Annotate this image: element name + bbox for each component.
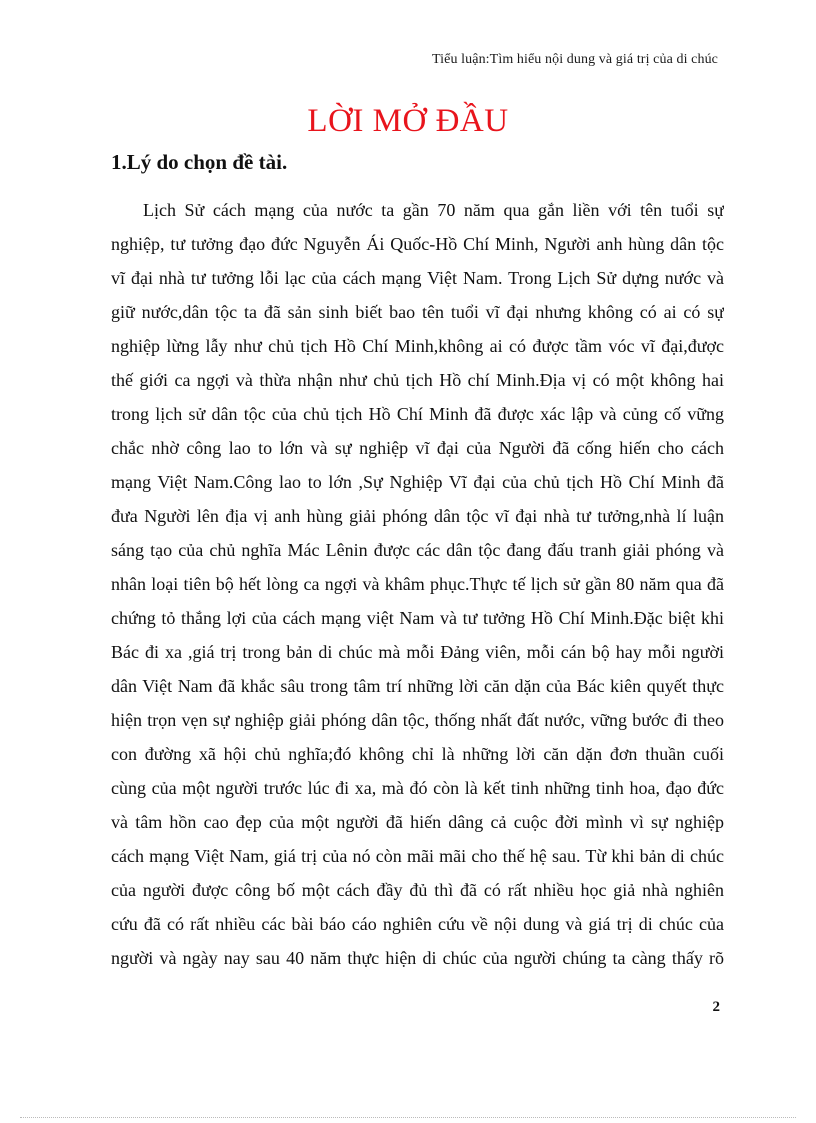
body-paragraph xyxy=(111,195,724,977)
paragraph-line: của người được công bố một cách đầy đủ thì đã có rất nhiều học giả nhà nghiên xyxy=(111,880,724,900)
paragraph-line: cứu đã có rất nhiều các bài báo cáo nghiên cứu về nội dung và giá trị di chúc của xyxy=(111,914,724,934)
paragraph-line: con đường xã hội chủ nghĩa;đó không chỉ là những lời căn dặn đơn thuần cuối xyxy=(111,744,724,764)
paragraph-line: giữ nước,dân tộc ta đã sản sinh biết bao tên tuổi vĩ đại nhưng không có ai có sự xyxy=(111,302,724,322)
running-header: Tiểu luận:Tìm hiểu nội dung và giá trị của di chúc xyxy=(432,52,718,67)
paragraph-line: vĩ đại nhà tư tưởng lỗi lạc của cách mạng Việt Nam. Trong Lịch Sử dựng nước và xyxy=(111,268,724,288)
paragraph-line: mạng Việt Nam.Công lao to lớn ,Sự Nghiệp Vĩ đại của chủ tịch Hồ Chí Minh đã xyxy=(111,472,724,492)
paragraph-line: Bác đi xa ,giá trị trong bản di chúc mà mỗi Đảng viên, mỗi cán bộ hay mỗi người xyxy=(111,642,724,662)
paragraph-line: đưa Người lên địa vị anh hùng giải phóng dân tộc vĩ đại nhà tư tưởng,nhà lí luận xyxy=(111,506,724,526)
paragraph-line: người và ngày nay sau 40 năm thực hiện di chúc của người chúng ta càng thấy rõ xyxy=(111,948,724,968)
paragraph-line: dân Việt Nam đã khắc sâu trong tâm trí những lời căn dặn của Bác kiên quyết thực xyxy=(111,676,724,696)
paragraph-line: nhân loại tiên bộ hết lòng ca ngợi và khâm phục.Thực tế lịch sử gần 80 năm qua đã xyxy=(111,574,724,594)
paragraph-line: nghiệp lừng lẫy như chủ tịch Hồ Chí Minh,không ai có được tầm vóc vĩ đại,được xyxy=(111,336,724,356)
section-heading: 1.Lý do chọn đề tài. xyxy=(111,150,288,174)
paragraph-line: nghiệp, tư tưởng đạo đức Nguyễn Ái Quốc-Hồ Chí Minh, Người anh hùng dân tộc xyxy=(111,234,724,254)
paragraph-line: chắc nhờ công lao to lớn và sự nghiệp vĩ đại của Người đã cống hiến cho cách xyxy=(111,438,724,458)
paragraph-line: cùng của một người trước lúc đi xa, mà đó còn là kết tinh những tinh hoa, đạo đức xyxy=(111,778,724,798)
paragraph-line: và tâm hồn cao đẹp của một người đã hiến dâng cả cuộc đời mình vì sự nghiệp xyxy=(111,812,724,832)
page-bottom-divider xyxy=(20,1117,796,1118)
paragraph-line: sáng tạo của chủ nghĩa Mác Lênin được các dân tộc đang đấu tranh giải phóng và xyxy=(111,540,724,560)
paragraph-line: chứng tỏ thắng lợi của cách mạng việt Nam và tư tưởng Hồ Chí Minh.Đặc biệt khi xyxy=(111,608,724,628)
page-number: 2 xyxy=(712,999,720,1015)
paragraph-line: hiện trọn vẹn sự nghiệp giải phóng dân tộc, thống nhất đất nước, vững bước đi theo xyxy=(111,710,724,730)
paragraph-line: cách mạng Việt Nam, giá trị của nó còn mãi mãi cho thế hệ sau. Từ khi bản di chúc xyxy=(111,846,724,866)
paragraph-line: Lịch Sử cách mạng của nước ta gần 70 năm qua gắn liền với tên tuổi sự xyxy=(143,200,724,220)
page-title: LỜI MỞ ĐẦU xyxy=(307,103,509,139)
paragraph-line: thế giới ca ngợi và thừa nhận như chủ tịch Hồ chí Minh.Địa vị có một không hai xyxy=(111,370,724,390)
paragraph-line: trong lịch sử dân tộc của chủ tịch Hồ Chí Minh đã được xác lập và củng cố vững xyxy=(111,404,724,424)
